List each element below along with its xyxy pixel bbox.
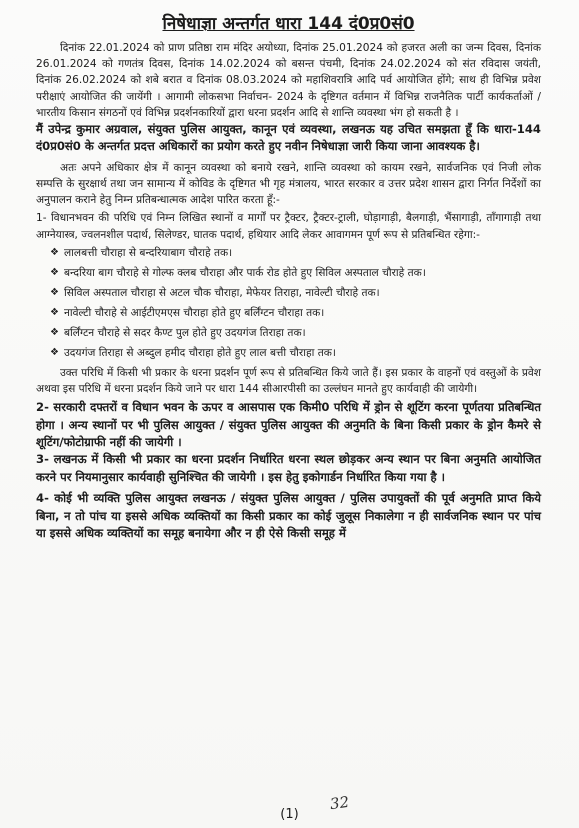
bullet-icon: ❖: [50, 286, 59, 298]
point-1-closing: उक्त परिधि में किसी भी प्रकार के धरना प्रदर्शन पूर्ण रूप से प्रतिबन्धित किये जाते हैं। इस प्रकार के वाहनों एवं वस्तुओं के प्रवेश अथवा इस परिधि में धरना प्रदर्शन किये जाने पर धारा 144 सीआरपीसी का उल्लंघन मानते हुए कार्यवाही की जायेगी।: [36, 366, 541, 396]
handwritten-mark: 32: [328, 792, 351, 814]
document-title: निषेधाज्ञा अन्तर्गत धारा 144 दं0प्र0सं0: [162, 14, 415, 34]
bullet-icon: ❖: [50, 326, 59, 338]
order-statement: मैं उपेन्द्र कुमार अग्रवाल, संयुक्त पुलिस आयुक्त, कानून एवं व्यवस्था, लखनऊ यह उचित समझता हूँ कि धारा-144 दं0प्र0सं0 के अन्तर्गत प्रदत्त अधिकारों का प्रयोग करते हुए नवीन निषेधाज्ञा जारी किया जाना आवश्यक है।: [36, 122, 541, 154]
route-list: [36, 245, 541, 361]
bullet-icon: ❖: [50, 266, 59, 278]
bullet-icon: ❖: [50, 246, 59, 258]
list-item: ❖ लालबत्ती चौराहा से बन्दरियाबाग चौराहे तक।: [50, 246, 233, 259]
bullet-icon: ❖: [50, 346, 59, 358]
point-1-intro: 1- विधानभवन की परिधि एवं निम्न लिखित स्थानों व मार्गों पर ट्रैक्टर, ट्रैक्टर-ट्राली, घोड़ागाड़ी, बैलगाड़ी, भैंसागाड़ी, ताँगागाड़ी तथा आग्नेयास्त्र, ज्वलनशील पदार्थ, सिलेण्डर, घातक पदार्थ, हथियार आदि लेकर आवागमन पूर्ण रूप से प्रतिबन्धित रहेगा:-: [36, 212, 541, 241]
list-item: ❖ बर्लिंग्टन चौराहे से सदर कैण्ट पुल होते हुए उदयगंज तिराहा तक।: [50, 326, 306, 339]
bullet-icon: ❖: [50, 306, 59, 318]
intro-paragraph: दिनांक 22.01.2024 को प्राण प्रतिष्ठा राम मंदिर अयोध्या, दिनांक 25.01.2024 को हजरत अली का जन्म दिवस, दिनांक 26.01.2024 को गणतंत्र दिवस, दिनांक 14.02.2024 को बसन्त पंचमी, दिनांक 24.02.2024 को संत रविदास जयंती, दिनांक 26.02.2024 को शबे बरात व दिनांक 08.03.2024 को महाशिवरात्रि आदि पर्व आयोजित होंगे; साथ ही विभिन्न प्रवेश परीक्षाएं आयोजित की जायेंगी । आगामी लोकसभा निर्वाचन- 2024 के दृष्टिगत वर्तमान में विभिन्न राजनैतिक पार्टी कार्यकर्ताओं / भारतीय किसान संगठनों एवं विभिन्न प्रदर्शनकारियों द्वारा धरना प्रदर्शन आदि से शान्ति व्यवस्था भंग हो सकती है ।: [36, 42, 541, 119]
authority-paragraph: अतः अपने अधिकार क्षेत्र में कानून व्यवस्था को बनाये रखने, शान्ति व्यवस्था को कायम रखने, सार्वजनिक एवं निजी लोक सम्पत्ति के सुरक्षार्थ तथा जन सामान्य में कोविड के दृष्टिगत भी गृह मंत्रालय, भारत सरकार व उत्तर प्रदेश शासन द्वारा निर्गत निर्देशों का अनुपालन कराने हेतु निम्न प्रतिबन्धात्मक आदेश पारित करता हूँ:-: [36, 161, 541, 207]
point-2: 2- सरकारी दफ्तरों व विधान भवन के ऊपर व आसपास एक किमी0 परिधि में ड्रोन से शूटिंग करना पूर्णतया प्रतिबन्धित होगा । अन्य स्थानों पर भी पुलिस आयुक्त / संयुक्त पुलिस आयुक्त की अनुमति के बिना किसी प्रकार के ड्रोन कैमरे से शूटिंग/फोटोग्राफी नहीं की जायेगी ।: [36, 400, 541, 450]
list-item: ❖ नावेल्टी चौराहे से आईटीएमएस चौराहा होते हुए बर्लिंग्टन चौराहा तक।: [50, 306, 325, 319]
point-4: 4- कोई भी व्यक्ति पुलिस आयुक्त लखनऊ / संयुक्त पुलिस आयुक्त / पुलिस उपायुक्तों की पूर्व अनुमति प्राप्त किये बिना, न तो पांच या इससे अधिक व्यक्तियों का किसी प्रकार का कोई जुलूस निकालेगा न ही सार्वजनिक स्थान पर पांच या इससे अधिक व्यक्तियों का समूह बनायेगा और न ही ऐसे किसी समूह में: [36, 491, 541, 541]
page-number: (1): [280, 807, 299, 822]
list-item: ❖ बन्दरिया बाग चौराहे से गोल्फ क्लब चौराहा और पार्क रोड होते हुए सिविल अस्पताल चौराहे तक।: [50, 266, 426, 279]
list-item: ❖ उदयगंज तिराहा से अब्दुल हमीद चौराहा होते हुए लाल बत्ती चौराहा तक।: [50, 346, 336, 359]
list-item: ❖ सिविल अस्पताल चौराहा से अटल चौक चौराहा, मेफेयर तिराहा, नावेल्टी चौराहे तक।: [50, 286, 380, 299]
point-3: 3- लखनऊ में किसी भी प्रकार का धरना प्रदर्शन निर्धारित धरना स्थल छोड़कर अन्य स्थान पर बिना अनुमति आयोजित करने पर नियमानुसार कार्यवाही सुनिश्चित की जायेगी । इस हेतु इकोगार्डन निर्धारित किया गया है ।: [36, 452, 541, 484]
